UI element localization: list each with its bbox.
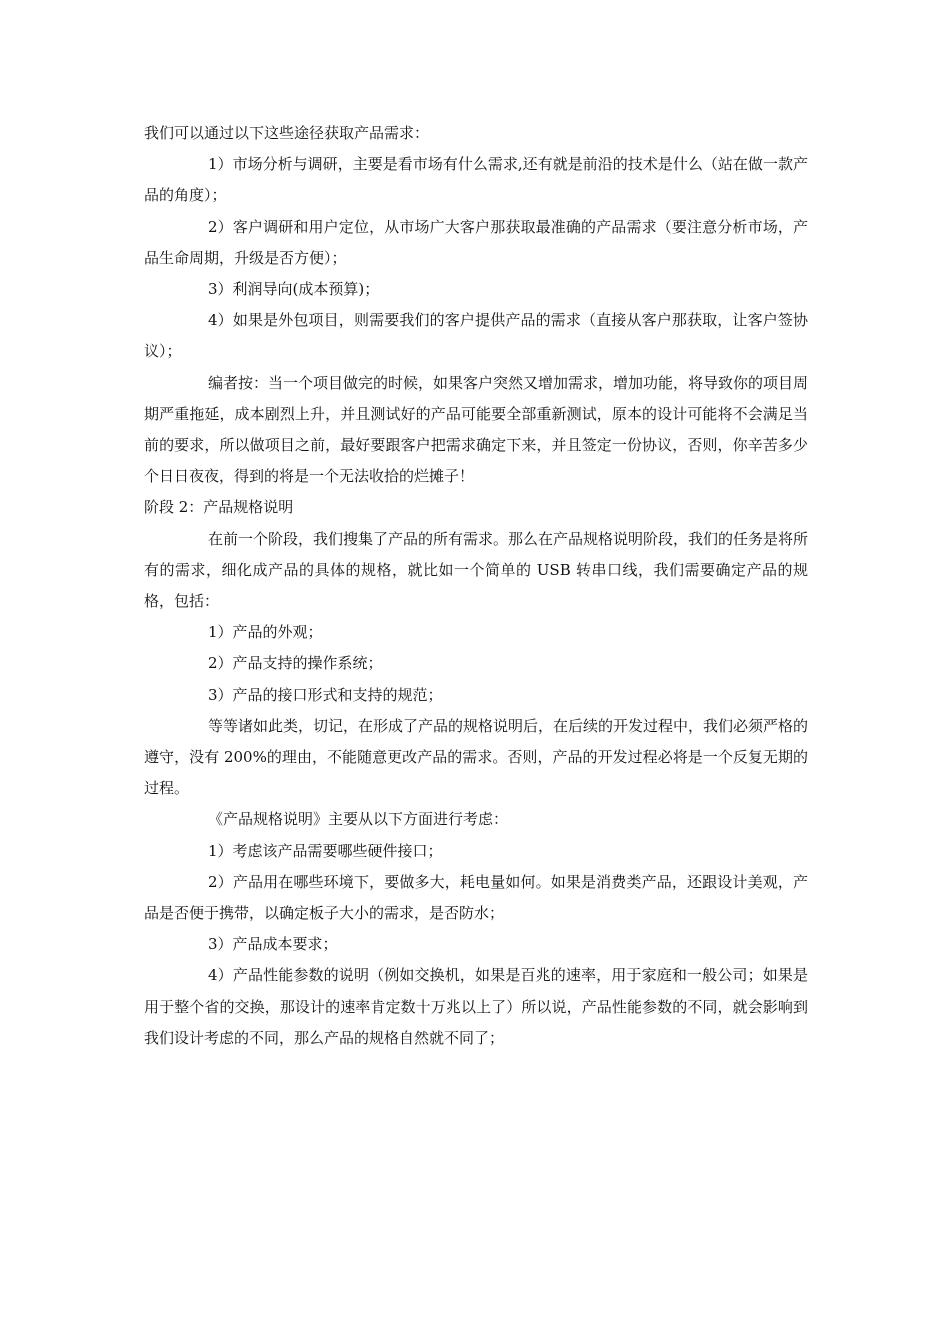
list-item-environment: 2）产品用在哪些环境下，要做多大，耗电量如何。如果是消费类产品，还跟设计美观，产品是否便于携带，以确定板子大小的需求，是否防水； <box>144 872 808 923</box>
list-item-customer-research: 2）客户调研和用户定位，从市场广大客户那获取最准确的产品需求（要注意分析市场，产品生命周期，升级是否方便）； <box>144 217 808 267</box>
strict-compliance-paragraph: 等等诸如此类，切记，在形成了产品的规格说明后，在后续的开发过程中，我们必须严格的遵守，没有 200%的理由，不能随意更改产品的需求。否则，产品的开发过程必将是一个反复无期的过程。 <box>144 716 809 798</box>
section-heading-stage-2: 阶段 2：产品规格说明 <box>144 498 294 517</box>
list-item-cost-requirements: 3）产品成本要求； <box>208 935 338 954</box>
document-page <box>144 118 808 1054</box>
list-item-profit-oriented: 3）利润导向(成本预算)； <box>208 280 380 299</box>
list-item-market-analysis: 1）市场分析与调研，主要是看市场有什么需求,还有就是前沿的技术是什么（站在做一款产品的角度）； <box>144 155 808 205</box>
intro-paragraph: 我们可以通过以下这些途径获取产品需求： <box>144 124 430 142</box>
list-item-operating-system: 2）产品支持的操作系统； <box>208 654 383 673</box>
list-item-interface-spec: 3）产品的接口形式和支持的规范； <box>208 685 443 704</box>
spec-considerations-paragraph: 《产品规格说明》主要从以下方面进行考虑： <box>208 810 509 829</box>
editor-note-paragraph: 编者按：当一个项目做完的时候，如果客户突然又增加需求，增加功能，将导致你的项目周期严重拖延，成本剧烈上升，并且测试好的产品可能要全部重新测试，原本的设计可能将不会满足当前的要求，所以做项目之前，最好要跟客户把需求确定下来，并且签定一份协议，否则，你辛苦多少个日日夜夜，得到的将是一个无法收拾的烂摊子！ <box>144 373 809 486</box>
stage-2-intro-paragraph: 在前一个阶段，我们搜集了产品的所有需求。那么在产品规格说明阶段，我们的任务是将所有的需求，细化成产品的具体的规格，就比如一个简单的 USB 转串口线，我们需要确定产品的规格，包括： <box>144 529 809 611</box>
list-item-outsourced-project: 4）如果是外包项目，则需要我们的客户提供产品的需求（直接从客户那获取，让客户签协议）； <box>144 311 808 361</box>
list-item-appearance: 1）产品的外观； <box>208 623 323 642</box>
list-item-hardware-interfaces: 1）考虑该产品需要哪些硬件接口； <box>208 841 443 860</box>
list-item-performance-parameters: 4）产品性能参数的说明（例如交换机，如果是百兆的速率，用于家庭和一般公司；如果是用于整个省的交换，那设计的速率肯定数十万兆以上了）所以说，产品性能参数的不同，就会影响到我们设计考虑的不同，那么产品的规格自然就不同了； <box>144 966 808 1047</box>
